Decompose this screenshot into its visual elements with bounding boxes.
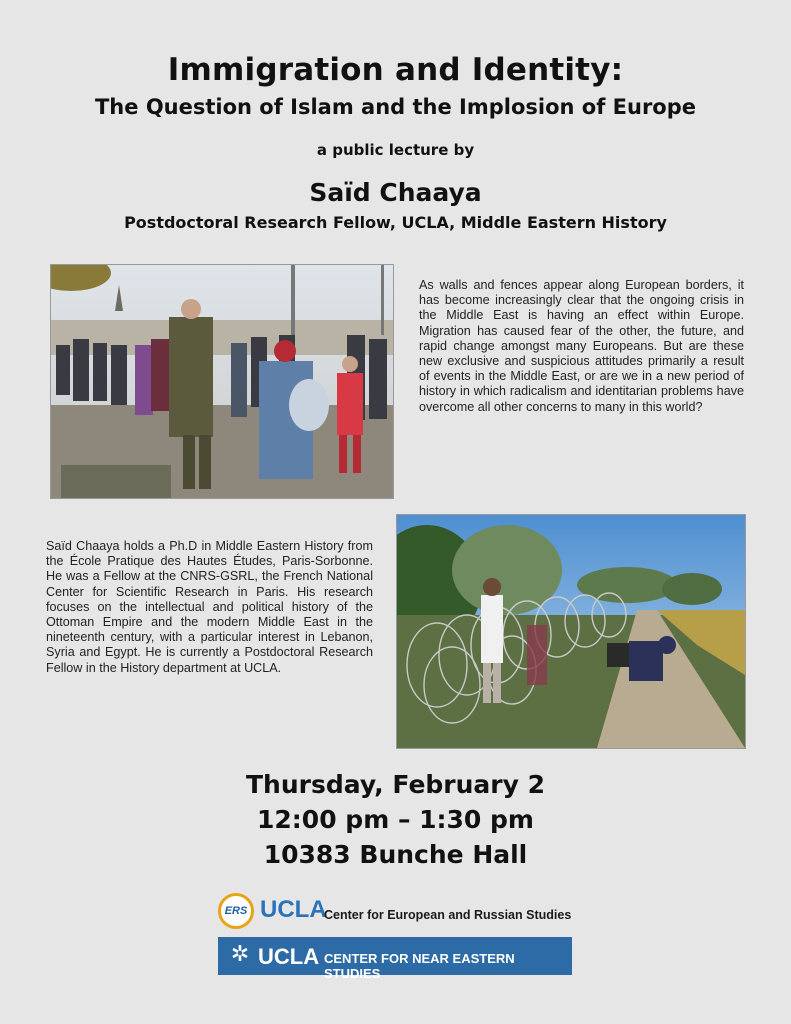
lecture-by-label: a public lecture by [316, 141, 475, 159]
cnes-ucla-logo [218, 937, 572, 981]
speaker-name: Saïd Chaaya [309, 178, 482, 207]
lecture-abstract: As walls and fences appear along European borders, it has become increasingly clear that the ongoing crisis in the Middle East is having an effect within Europe. Migration has caused fear of the other, the future, and rapid change amongst many Europeans. But are these new exclusive and suspicious attitudes primarily a result of events in the Middle East, or are we in a new period of history in which radicalism and identitarian problems have overcome all other concerns to many in this world? [419, 278, 744, 414]
ucla-wordmark: UCLA [258, 944, 320, 969]
ucla-wordmark: UCLA [260, 896, 327, 923]
event-location: 10383 Bunche Hall [263, 840, 528, 869]
lecture-title: Immigration and Identity: [167, 52, 624, 88]
razor-wire-border-photo [396, 514, 746, 749]
event-time: 12:00 pm – 1:30 pm [257, 805, 534, 834]
migrants-walking-photo [50, 264, 394, 499]
ces-center-name: Center for European and Russian Studies [324, 908, 572, 922]
lecture-subtitle: The Question of Islam and the Implosion of Europe [94, 95, 697, 119]
star-emblem-icon: ✲ [230, 942, 250, 967]
speaker-bio: Saïd Chaaya holds a Ph.D in Middle Eastern History from the École Pratique des Hautes Études, Paris-Sorbonne. He was a Fellow at the CNRS-GSRL, the French National Center for Scientific Research in Paris. His research focuses on the intellectual and political history of the Ottoman Empire and the modern Middle East in the nineteenth century, with a particular interest in Lebanon, Syria and Egypt. He is currently a Postdoctoral Research Fellow in the History department at UCLA. [46, 539, 373, 675]
ces-ucla-logo [218, 893, 578, 933]
speaker-role: Postdoctoral Research Fellow, UCLA, Middle Eastern History [124, 213, 667, 232]
cnes-center-name: CENTER FOR NEAR EASTERN STUDIES [324, 951, 515, 981]
event-date: Thursday, February 2 [245, 770, 546, 799]
ers-logo-icon: ERS [218, 893, 254, 929]
